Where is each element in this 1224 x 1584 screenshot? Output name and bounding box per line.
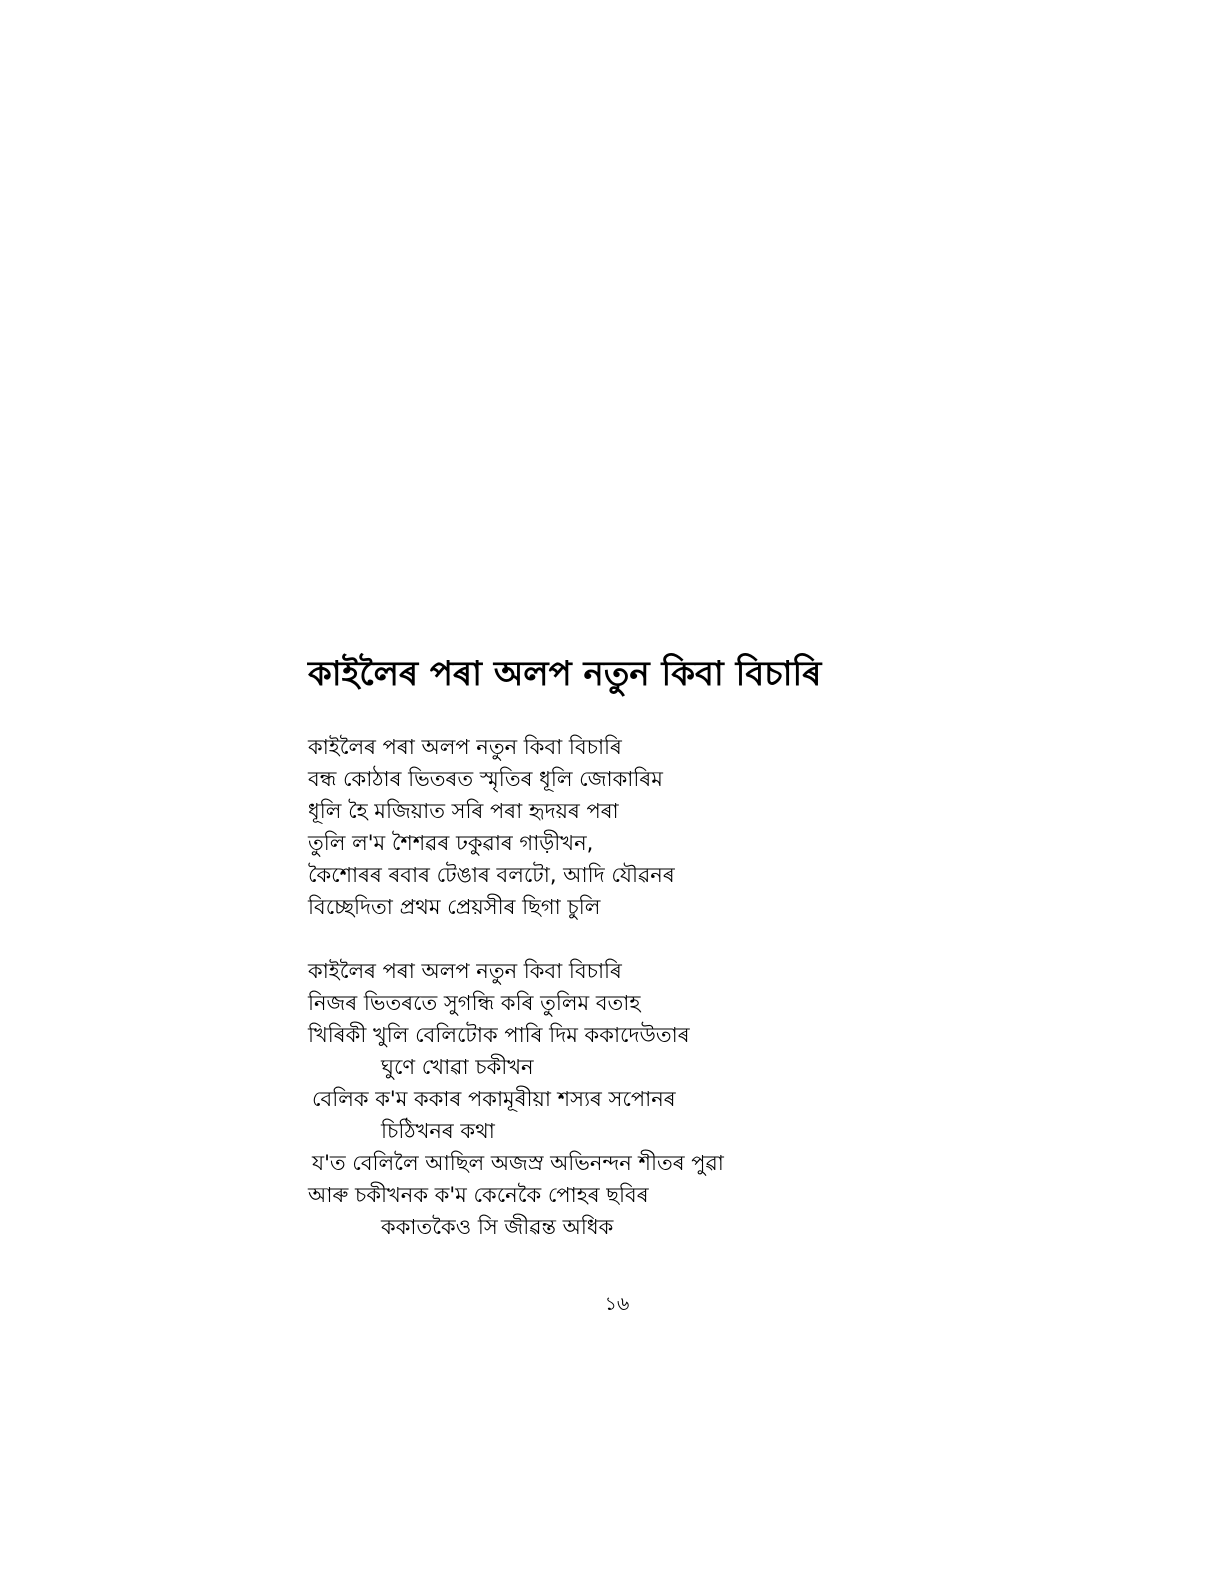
poem-line: ধূলি হৈ মজিয়াত সৰি পৰা হৃদয়ৰ পৰা (308, 799, 619, 823)
poem-line-indented: চিঠিখনৰ কথা (381, 1119, 495, 1143)
poem-line: কৈশোৰৰ ৰবাৰ টেঙাৰ বলটো, আদি যৌৱনৰ (308, 863, 675, 887)
poem-body (308, 731, 1008, 1243)
poem-line: তুলি ল'ম শৈশৱৰ ঢকুৱাৰ গাড়ীখন, (308, 831, 594, 855)
stanza-2 (308, 955, 1008, 1243)
poem-line-indented: ঘুণে খোৱা চকীখন (381, 1055, 534, 1079)
poem-line: আৰু চকীখনক ক'ম কেনেকৈ পোহৰ ছবিৰ (308, 1183, 649, 1207)
poem-line: কাইলৈৰ পৰা অলপ নতুন কিবা বিচাৰি (308, 959, 622, 983)
poem-line: য'ত বেলিলৈ আছিল অজস্ৰ অভিনন্দন শীতৰ পুৱা (312, 1151, 724, 1175)
poem-line: বন্ধ কোঠাৰ ভিতৰত স্মৃতিৰ ধূলি জোকাৰিম (308, 767, 663, 791)
poem-line: কাইলৈৰ পৰা অলপ নতুন কিবা বিচাৰি (308, 735, 622, 759)
poem-title: কাইলৈৰ পৰা অলপ নতুন কিবা বিচাৰি (308, 654, 822, 694)
poem-line: বিচ্ছেদিতা প্ৰথম প্ৰেয়সীৰ ছিগা চুলি (308, 895, 601, 919)
poem-line-indented: ককাতকৈও সি জীৱন্ত অধিক (381, 1215, 614, 1239)
poem-line: বেলিক ক'ম ককাৰ পকামূৰীয়া শস্যৰ সপোনৰ (312, 1087, 676, 1111)
stanza-1 (308, 731, 1008, 923)
poem-line: নিজৰ ভিতৰতে সুগন্ধি কৰি তুলিম বতাহ (308, 991, 641, 1015)
poem-line: খিৰিকী খুলি বেলিটোক পাৰি দিম ককাদেউতাৰ (308, 1023, 690, 1047)
page-number: ১৬ (604, 1293, 630, 1315)
